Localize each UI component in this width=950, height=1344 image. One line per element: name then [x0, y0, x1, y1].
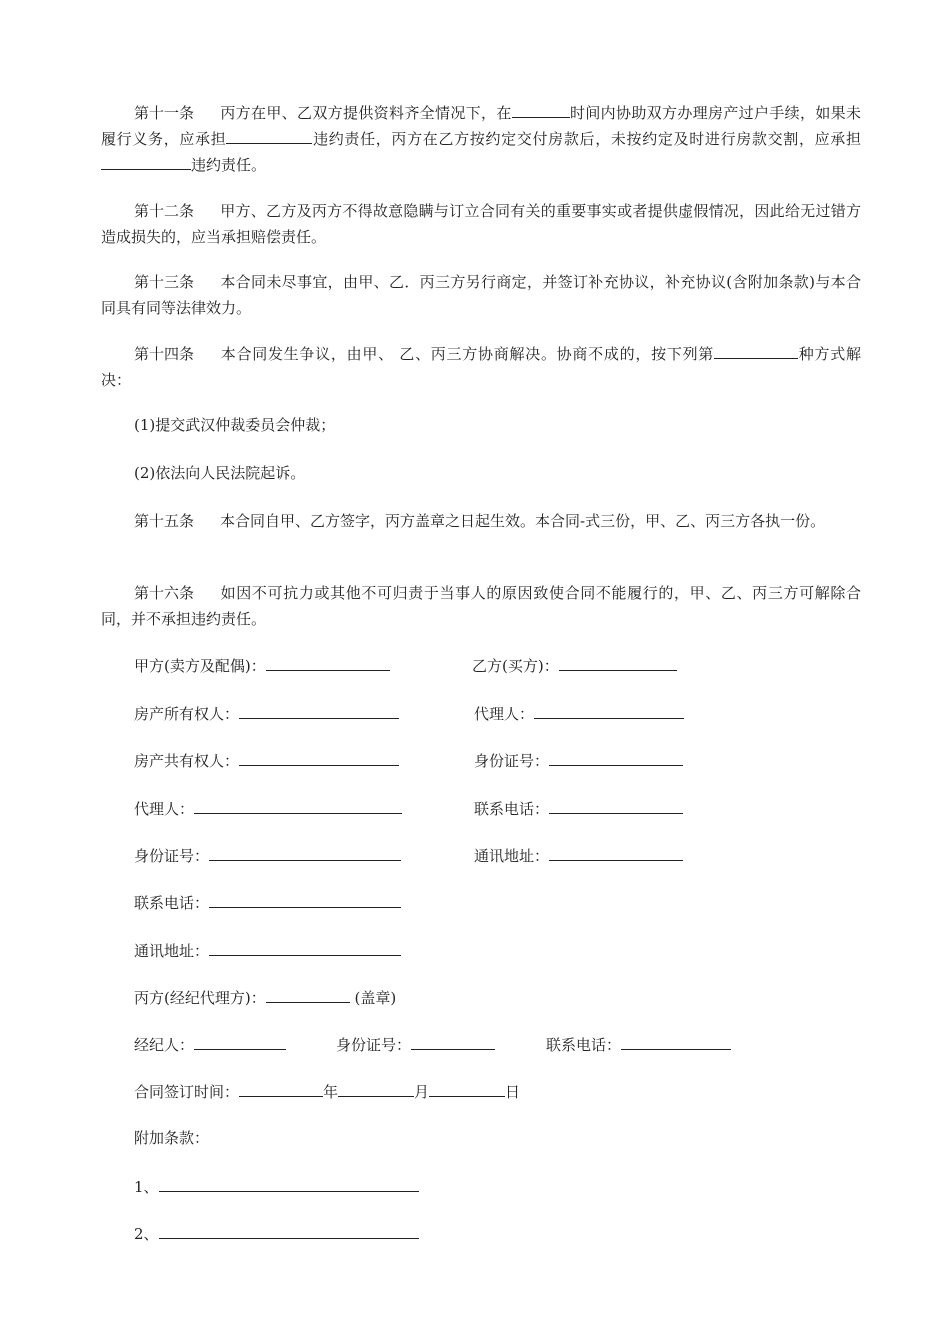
article-number: 第十二条 [134, 202, 195, 220]
broker-label: 经纪人： [134, 1036, 195, 1054]
signature-row-4 [134, 796, 734, 818]
broker-id-label: 身份证号： [336, 1036, 412, 1054]
option-2: (2)依法向人民法院起诉。 [134, 464, 306, 482]
party-a-field[interactable] [266, 653, 390, 671]
blank-field[interactable] [101, 153, 191, 170]
addendum-field[interactable] [159, 1174, 419, 1192]
addendum-item-number: 1、 [134, 1178, 159, 1196]
phone-b-label: 联系电话： [474, 800, 550, 818]
article-14: 第十四条 本合同发生争议，由甲、 乙、丙三方协商解决。协商不成的，按下列第 种方式解决： [101, 341, 861, 393]
article-12: 第十二条 甲方、乙方及丙方不得故意隐瞒与订立合同有关的重要事实或者提供虚假情况，因此给无过错方造成损失的，应当承担赔偿责任。 [101, 198, 861, 250]
article-number: 第十五条 [134, 512, 195, 530]
broker-field[interactable] [194, 1032, 286, 1050]
co-owner-field[interactable] [239, 748, 399, 766]
year-field[interactable] [239, 1079, 323, 1097]
signature-row-5 [134, 843, 734, 865]
party-c-field[interactable] [266, 985, 350, 1003]
co-owner-label: 房产共有权人： [134, 752, 240, 770]
article-13: 第十三条 本合同未尽事宜，由甲、乙．丙三方另行商定，并签订补充协议，补充协议(含附加条款)与本合同具有同等法律效力。 [101, 269, 861, 321]
id-a-field[interactable] [209, 843, 401, 861]
party-c-label: 丙方(经纪代理方)： [134, 989, 266, 1007]
signature-row-3 [134, 748, 734, 770]
address-a-field[interactable] [209, 938, 401, 956]
article-16: 第十六条 如因不可抗力或其他不可归责于当事人的原因致使合同不能履行的，甲、乙、丙三方可解除合同，并不承担违约责任。 [101, 580, 861, 632]
party-b-field[interactable] [559, 653, 677, 671]
owner-label: 房产所有权人： [134, 705, 240, 723]
month-field[interactable] [338, 1079, 414, 1097]
article-number: 第十四条 [134, 345, 195, 363]
agent-a-label: 代理人： [134, 800, 195, 818]
phone-a-field[interactable] [209, 890, 401, 908]
sign-time-label: 合同签订时间： [134, 1083, 240, 1101]
address-b-label: 通讯地址： [474, 847, 550, 865]
addendum-item-number: 2、 [134, 1225, 159, 1243]
id-b-field[interactable] [549, 748, 683, 766]
blank-field[interactable] [714, 342, 798, 359]
addendum-item-1 [134, 1174, 454, 1196]
signature-row-8 [134, 985, 534, 1007]
day-field[interactable] [429, 1079, 505, 1097]
phone-a-label: 联系电话： [134, 894, 210, 912]
article-11: 第十一条 丙方在甲、乙双方提供资料齐全情况下，在 时间内协助双方办理房产过户手续，如果未履行义务，应承担 违约责任，丙方在乙方按约定交付房款后，未按约定及时进行房款交割，应承担违约责任。 [101, 100, 861, 178]
blank-field[interactable] [512, 101, 570, 118]
article-number: 第十一条 [134, 104, 195, 122]
blank-field[interactable] [226, 127, 312, 144]
article-15: 第十五条 本合同自甲、乙方签字，丙方盖章之日起生效。本合同-式三份，甲、乙、丙三方各执一份。 [101, 508, 861, 534]
option-1: (1)提交武汉仲裁委员会仲裁； [134, 416, 336, 434]
signature-row-10 [134, 1079, 634, 1101]
broker-id-field[interactable] [411, 1032, 495, 1050]
id-b-label: 身份证号： [474, 752, 550, 770]
party-b-label: 乙方(买方)： [472, 657, 559, 675]
agent-b-field[interactable] [534, 701, 684, 719]
signature-row-9 [134, 1032, 774, 1054]
agent-b-label: 代理人： [474, 705, 535, 723]
broker-phone-field[interactable] [621, 1032, 731, 1050]
owner-field[interactable] [239, 701, 399, 719]
phone-b-field[interactable] [549, 796, 683, 814]
article-number: 第十三条 [134, 273, 195, 291]
address-a-label: 通讯地址： [134, 942, 210, 960]
day-label: 日 [505, 1083, 521, 1101]
signature-row-1 [134, 653, 734, 675]
seal-label: (盖章) [354, 989, 397, 1007]
address-b-field[interactable] [549, 843, 683, 861]
signature-row-7 [134, 938, 434, 960]
party-a-label: 甲方(卖方及配偶)： [134, 657, 266, 675]
id-a-label: 身份证号： [134, 847, 210, 865]
addendum-item-2 [134, 1221, 454, 1243]
article-number: 第十六条 [134, 584, 195, 602]
signature-row-2 [134, 701, 734, 723]
broker-phone-label: 联系电话： [546, 1036, 622, 1054]
addendum-field[interactable] [159, 1221, 419, 1239]
signature-row-6 [134, 890, 434, 912]
year-label: 年 [323, 1083, 339, 1101]
agent-a-field[interactable] [194, 796, 402, 814]
addendum-title: 附加条款： [134, 1129, 210, 1147]
month-label: 月 [414, 1083, 430, 1101]
